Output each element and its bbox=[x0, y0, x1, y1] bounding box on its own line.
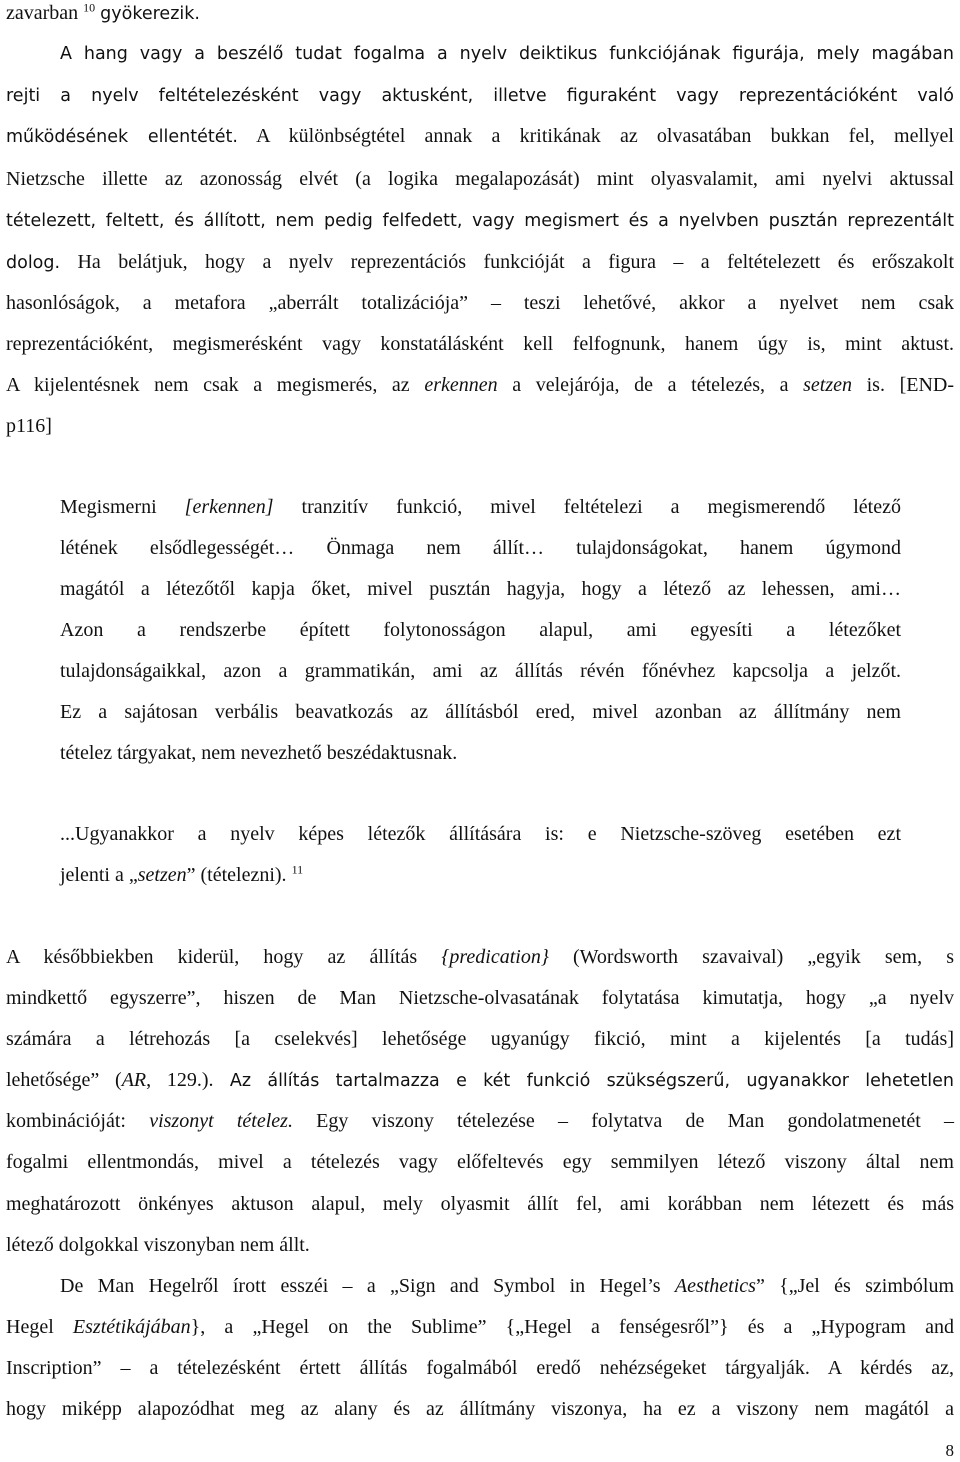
footnote-ref[interactable]: 10 bbox=[83, 0, 96, 15]
text-line: p116] bbox=[6, 415, 52, 437]
text-line: De Man Hegelről írott esszéi – a „Sign and Symbol in Hegel’s Aesthetics” {„Jel és szimbólum bbox=[60, 1275, 954, 1297]
italic-term: setzen bbox=[803, 374, 852, 396]
quote-line: magától a létezőtől kapja őket, mivel pusztán hagyja, hogy a létező az lehessen, ami… bbox=[60, 578, 901, 600]
text-line: fogalmi ellentmondás, mivel a tételezés vagy előfeltevés egy semmilyen létező viszony által nem bbox=[6, 1151, 954, 1173]
quote-line: jelenti a „setzen” (tételezni). $^{11}$ bbox=[60, 862, 304, 886]
text-line bbox=[6, 251, 954, 274]
text-line: mindkettő egyszerre”, hiszen de Man Nietzsche-olvasatának folytatása kimutatja, hogy „a nyelv bbox=[6, 987, 954, 1009]
text-run: A különbségtétel annak a kritikának az olvasatában bukkan fel, mellyel bbox=[256, 125, 954, 147]
text-line: számára a létrehozás [a cselekvés] lehetősége ugyanúgy fikció, mint a kijelentés [a tudás] bbox=[6, 1028, 954, 1050]
text-line: hasonlóságok, a metafora „aberrált totalizációja” – teszi lehetővé, akkor a nyelvet nem csak bbox=[6, 292, 954, 314]
text-line: meghatározott önkényes aktuson alapul, mely olyasmit állít fel, ami korábban nem létezett és más bbox=[6, 1193, 954, 1215]
quote-line: tételez tárgyakat, nem nevezhető beszédaktusnak. bbox=[60, 742, 458, 764]
text-run: Ha belátjuk, hogy a nyelv reprezentációs funkcióját a figura – a feltételezett és erőszakolt bbox=[77, 251, 955, 273]
text-run: zavarban bbox=[6, 2, 79, 24]
text-line: rejti a nyelv feltételezésként vagy aktusként, illetve figuraként vagy reprezentációként való bbox=[6, 86, 954, 106]
quote-line: ...Ugyanakkor a nyelv képes létezők állítására is: e Nietzsche-szöveg esetében ezt bbox=[60, 823, 901, 845]
text-line: lehetősége” (AR, 129.). Az állítás tartalmazza e két funkció szükségszerű, ugyanakkor lehetetlen bbox=[6, 1069, 954, 1091]
text-line: hogy miképp alapozódhat meg az alany és az állítmány viszonya, ha ez a viszony nem magától a bbox=[6, 1398, 954, 1420]
text-run: gyökerezik. bbox=[100, 4, 200, 24]
quote-line: tulajdonságaikkal, azon a grammatikán, ami az állítás révén főnévhez kapcsolja a jelzőt. bbox=[60, 660, 901, 682]
text-line: tételezett, feltett, és állított, nem pedig felfedett, vagy megismert és a nyelvben pusztán reprezentált bbox=[6, 211, 954, 231]
text-line bbox=[6, 125, 954, 148]
text-line: Hegel Esztétikájában}, a „Hegel on the Sublime” {„Hegel a fenségesről”} és a „Hypogram and bbox=[6, 1316, 954, 1338]
text-line: A későbbiekben kiderül, hogy az állítás {predication} (Wordsworth szavaival) „egyik sem, s bbox=[6, 946, 954, 968]
text-run: működésének ellentétét. bbox=[6, 127, 238, 147]
text-run: dolog. bbox=[6, 253, 61, 273]
italic-term: Aesthetics bbox=[674, 1275, 756, 1297]
italic-term: AR bbox=[121, 1069, 147, 1091]
text-line: Nietzsche illette az azonosság elvét (a logika megalapozását) mint olyasvalamit, ami nyelvi aktussal bbox=[6, 168, 954, 190]
italic-term: {predication} bbox=[441, 946, 549, 968]
italic-term: [erkennen] bbox=[184, 496, 274, 518]
text-line bbox=[6, 2, 200, 25]
text-line: Inscription” – a tételezésként értett állítás fogalmából eredő nehézségeket tárgyalják. A kérdés az, bbox=[6, 1357, 954, 1379]
quote-line: Megismerni [erkennen] tranzitív funkció, mivel feltételezi a megismerendő létező bbox=[60, 496, 901, 518]
italic-term: Esztétikájában bbox=[72, 1316, 191, 1338]
footnote-ref[interactable]: 11 bbox=[291, 862, 304, 877]
text-line: kombinációját: viszonyt tételez. Egy viszony tételezése – folytatva de Man gondolatmenetét – bbox=[6, 1110, 954, 1132]
quote-line: Ez a sajátosan verbális beavatkozás az állításból ered, mivel azonban az állítmány nem bbox=[60, 701, 901, 723]
quote-line: létének elsődlegességét… Önmaga nem állít… tulajdonságokat, hanem úgymond bbox=[60, 537, 901, 559]
text-line: A hang vagy a beszélő tudat fogalma a nyelv deiktikus funkciójának figurája, mely magában bbox=[60, 44, 954, 64]
text-line: reprezentációként, megismerésként vagy konstatálásként kell felfognunk, hanem úgy is, mint aktust. bbox=[6, 333, 954, 355]
text-line: létező dolgokkal viszonyban nem állt. bbox=[6, 1234, 310, 1256]
quote-line: Azon a rendszerbe épített folytonosságon alapul, ami egyesíti a létezőket bbox=[60, 619, 901, 641]
italic-term: viszonyt tételez. bbox=[149, 1110, 293, 1132]
italic-term: erkennen bbox=[424, 374, 498, 396]
italic-term: setzen bbox=[137, 864, 187, 886]
text-line: A kijelentésnek nem csak a megismerés, az erkennen a velejárója, de a tételezés, a setzen is. [END- bbox=[6, 374, 954, 396]
page-number: 8 bbox=[945, 1441, 954, 1460]
